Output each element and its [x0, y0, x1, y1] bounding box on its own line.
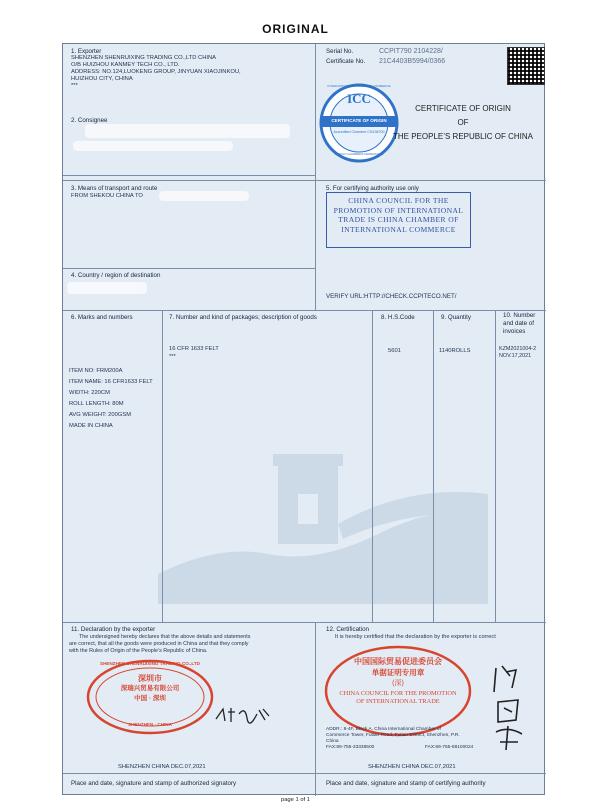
declaration-text: with the Rules of Origin of the People’s Republic of China.	[69, 648, 208, 654]
certification-fax2: FAX:86-755-88100024	[425, 745, 474, 750]
exporter-line: SHENZHEN SHENRUIXING TRADING CO.,LTD CHINA	[71, 55, 217, 61]
certificate-title-line: CERTIFICATE OF ORIGIN	[415, 104, 511, 113]
marks-line: AVG WEIGHT: 200GSM	[69, 412, 132, 418]
ccpit-authority-box: CHINA COUNCIL FOR THE PROMOTION OF INTERNATIONAL TRADE IS CHINA CHAMBER OF INTERNATIONAL COMMERCE	[326, 192, 471, 248]
exporter-line: ***	[71, 83, 78, 89]
certifier-signature	[488, 662, 536, 752]
declaration-text: are correct, that all the goods were produced in China and that they comply	[69, 641, 249, 647]
invoice-number: KZM2021004-2	[499, 346, 537, 352]
icc-logo: ICC	[347, 91, 371, 106]
redacted-destination	[67, 282, 147, 294]
exporter-label: 1. Exporter	[71, 48, 102, 55]
marks-line: ITEM NAME: 16 CFR1633 FELT	[69, 379, 153, 385]
certificate-form: 1. Exporter SHENZHEN SHENRUIXING TRADING CO.,LTD CHINA O/B HUIZHOU KANMEY TECH CO., LTD. ADDRESS: NO.124,LUOKENG GROUP, JINYUAN XIAOJINKOU, HUIZHOU CITY, CHINA *** Serial No. CCPIT790 2104228/ Certificate No. 21C4403B5994/0366 ICC INTERNATIONAL CHAMBER OF COMMERCE CERTIFICATE OF ORIGIN Accredited Chamber CN138700 WORLD CHAMBERS FEDERATION CERTIFICATE OF ORIGIN OF THE PEOPLE’S REPUBLIC OF CHINA 2. Consignee 3. Means of transport and route FROM SHEKOU CHINA TO 4. Country / region of destination 5. For certifying authority use only CHINA COUNCIL FOR THE PROMOTION OF INTERNATIONAL TRADE IS CHINA CHAMBER OF INTERNATIONAL COMMERCE VERIFY URL:HTTP://CHECK.CCPITECO.NET/ 6. Marks and numbers 7. Number and kind of packages; description of goods 8. H.S.Code 9. Quantity 10. Number and date of invoices 16 CFR 1633 FELT *** 5601 1140ROLLS KZM2021004-2 NOV.17,2021 ITEM NO: FRM200A ITEM NAME: 16 CFR1633 FELT WIDTH: 220CM ROLL LENGTH: 80M AVG WEIGHT: 200GSM MADE IN CHINA 11. Declaration by the exporter The undersigned hereby declares that the above details and statements are correct, that all the goods were produced in China and that they comply with the Rules of Origin of the People’s Republic of China. SHENZHEN SHENRUIXING TRADING CO.,LTD 深圳市 深瑞兴贸易有限公司 中国 · 深圳 SHENZHEN · CHINA SHENZHEN CHINA DEC.07,2021 Place and date, signature and stamp of authorized signatory 12. Certification It is hereby certified that the declaration by the exporter is correct 中国国际贸易促进委员会 单据证明专用章 (深) CHINA COUNCIL FOR THE PROMOTION OF INTERNATIONAL TRADE ADDR.: 8-4F, Block A, China International Chamber of Commerce Tower, Futian Road, Futian District, Shenzhen, P.R. China FAX:86-755-33338500 FAX:86-755-88100024 SHENZHEN CHINA DEC.07,2021 Place and date, signature and stamp of certifying authority	[62, 43, 545, 795]
qr-code	[507, 47, 545, 85]
certification-footer-label: Place and date, signature and stamp of certifying authority	[326, 780, 486, 787]
icc-ring-bottom: WORLD CHAMBERS FEDERATION	[334, 152, 384, 156]
exporter-signature	[213, 704, 273, 726]
page-footer: page 1 of 1	[280, 797, 310, 803]
certificate-title-line: OF	[457, 118, 469, 127]
marks-line: MADE IN CHINA	[69, 423, 113, 429]
certificate-no-value: 21C4403B5994/0366	[379, 58, 446, 65]
authority-label: 5. For certifying authority use only	[326, 185, 419, 192]
marks-line: ROLL LENGTH: 80M	[69, 401, 124, 407]
transport-label: 3. Means of transport and route	[71, 185, 158, 192]
exporter-line: O/B HUIZHOU KANMEY TECH CO., LTD.	[71, 62, 180, 68]
certification-address: ADDR.: 8-4F, Block A, China International Chamber of	[326, 727, 441, 732]
certificate-no-label: Certificate No.	[326, 58, 366, 65]
icc-accredited: Accredited Chamber CN138700	[333, 130, 385, 134]
quantity-value: 1140ROLLS	[439, 348, 471, 354]
marks-line: WIDTH: 220CM	[69, 390, 110, 396]
declaration-place-date: SHENZHEN CHINA DEC.07,2021	[118, 764, 206, 770]
serial-label: Serial No.	[326, 48, 354, 55]
packages-header: 7. Number and kind of packages; description of goods	[169, 314, 317, 321]
redacted-route	[159, 191, 249, 201]
quantity-header: 9. Quantity	[441, 314, 471, 321]
certification-address: China	[326, 739, 339, 744]
marks-line: ITEM NO: FRM200A	[69, 368, 123, 374]
marks-header: 6. Marks and numbers	[71, 314, 133, 321]
declaration-label: 11. Declaration by the exporter	[71, 626, 156, 633]
icc-ribbon: CERTIFICATE OF ORIGIN	[331, 118, 387, 123]
redacted-consignee	[85, 124, 290, 138]
consignee-label: 2. Consignee	[71, 117, 108, 124]
certificate-title-line: THE PEOPLE’S REPUBLIC OF CHINA	[392, 132, 534, 141]
great-wall-watermark	[158, 424, 488, 604]
exporter-line: HUIZHOU CITY, CHINA	[71, 76, 133, 82]
destination-label: 4. Country / region of destination	[71, 272, 161, 279]
hs-code-header: 8. H.S.Code	[381, 314, 415, 321]
redacted-consignee	[73, 141, 233, 151]
transport-value: FROM SHEKOU CHINA TO	[71, 193, 143, 199]
certification-place-date: SHENZHEN CHINA DEC.07,2021	[368, 764, 456, 770]
declaration-text: The undersigned hereby declares that the above details and statements	[79, 634, 251, 640]
invoice-date: NOV.17,2021	[499, 353, 532, 359]
invoice-header: 10. Number and date of invoices	[503, 312, 536, 335]
certification-fax: FAX:86-755-33338500	[326, 745, 375, 750]
serial-value: CCPIT790 2104228/	[379, 48, 443, 55]
document-title: ORIGINAL	[262, 22, 329, 36]
goods-stars: ***	[169, 354, 176, 360]
exporter-line: ADDRESS: NO.124,LUOKENG GROUP, JINYUAN XIAOJINKOU,	[71, 69, 241, 75]
certification-text: It is hereby certified that the declaration by the exporter is correct	[335, 634, 496, 640]
hs-code-value: 5601	[388, 348, 401, 354]
icc-ring-top: INTERNATIONAL CHAMBER OF COMMERCE	[327, 84, 391, 88]
declaration-footer-label: Place and date, signature and stamp of authorized signatory	[71, 780, 237, 787]
certification-label: 12. Certification	[326, 626, 369, 633]
goods-description: 16 CFR 1633 FELT	[169, 346, 219, 352]
verify-url: VERIFY URL:HTTP://CHECK.CCPITECO.NET/	[326, 293, 457, 300]
certification-address: Commerce Tower, Futian Road, Futian District, Shenzhen, P.R.	[326, 733, 460, 738]
